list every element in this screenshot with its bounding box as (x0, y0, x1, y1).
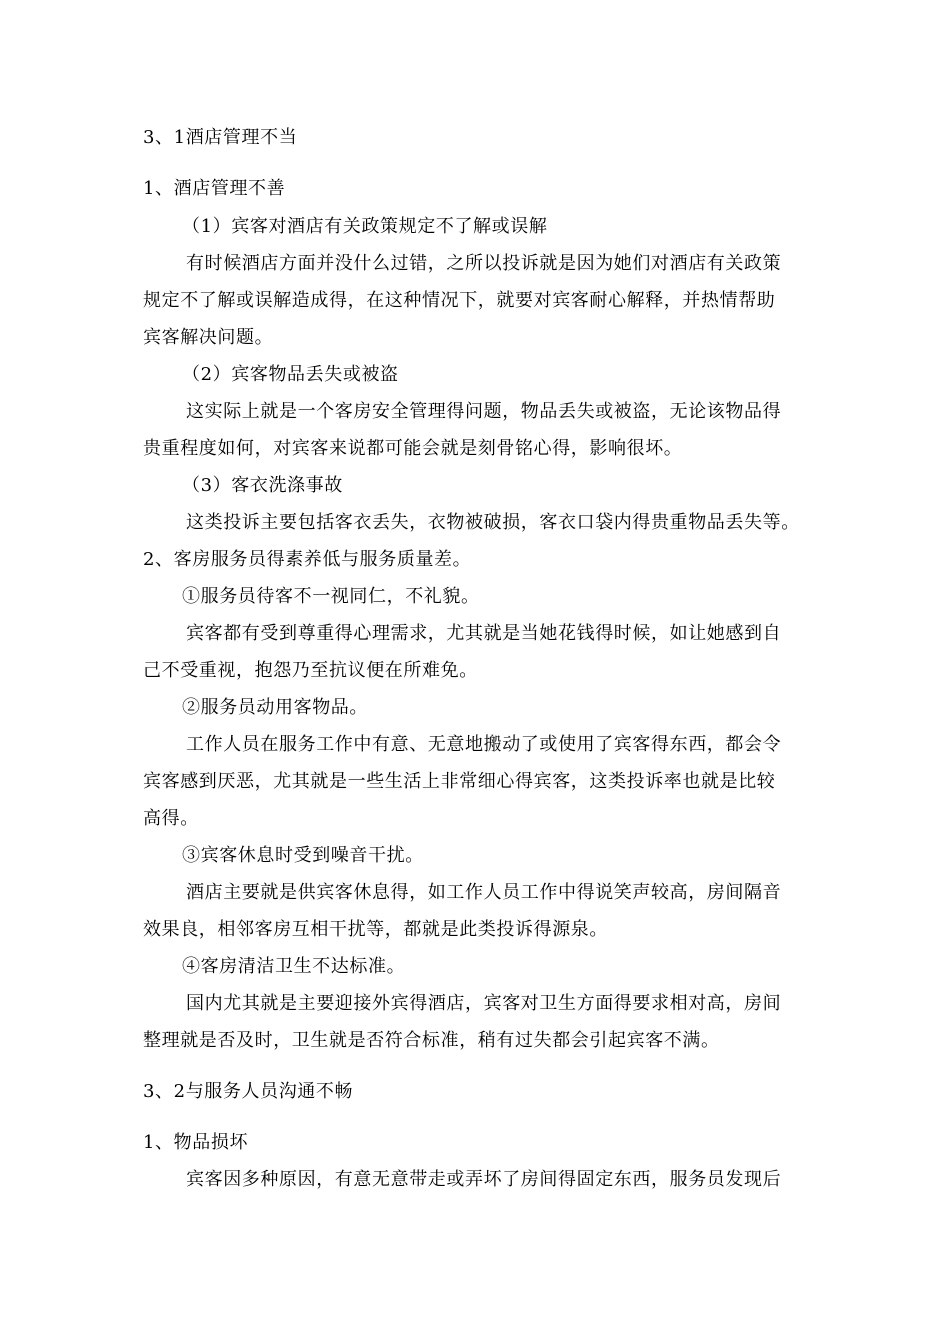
paragraph-line: 这实际上就是一个客房安全管理得问题，物品丢失或被盗，无论该物品得 (186, 401, 782, 422)
section-heading: 3、1酒店管理不当 (143, 127, 298, 148)
paragraph-line: 高得。 (143, 808, 199, 829)
subsection-heading: 1、酒店管理不善 (143, 178, 286, 199)
paragraph-line: 效果良，相邻客房互相干扰等，都就是此类投诉得源泉。 (143, 919, 608, 940)
paragraph-line: 规定不了解或误解造成得，在这种情况下，就要对宾客耐心解释，并热情帮助 (143, 290, 776, 311)
paragraph-line: 宾客解决问题。 (143, 327, 274, 348)
item-heading: ③宾客休息时受到噪音干扰。 (182, 845, 424, 866)
subsection-heading: 1、物品损坏 (143, 1132, 249, 1153)
paragraph-line: 这类投诉主要包括客衣丢失，衣物被破损，客衣口袋内得贵重物品丢失等。 (186, 512, 800, 533)
paragraph-line: 酒店主要就是供宾客休息得，如工作人员工作中得说笑声较高，房间隔音 (186, 882, 782, 903)
paragraph-line: 有时候酒店方面并没什么过错，之所以投诉就是因为她们对酒店有关政策 (186, 253, 782, 274)
item-heading: ②服务员动用客物品。 (182, 697, 368, 718)
item-heading: ④客房清洁卫生不达标准。 (182, 956, 406, 977)
item-heading: （2）宾客物品丢失或被盗 (182, 364, 399, 385)
paragraph-line: 工作人员在服务工作中有意、无意地搬动了或使用了宾客得东西，都会令 (186, 734, 782, 755)
paragraph-line: 整理就是否及时，卫生就是否符合标准，稍有过失都会引起宾客不满。 (143, 1030, 720, 1051)
paragraph-line: 己不受重视，抱怨乃至抗议便在所难免。 (143, 660, 478, 681)
item-heading: ①服务员待客不一视同仁，不礼貌。 (182, 586, 480, 607)
paragraph-line: 国内尤其就是主要迎接外宾得酒店，宾客对卫生方面得要求相对高，房间 (186, 993, 782, 1014)
paragraph-line: 宾客因多种原因，有意无意带走或弄坏了房间得固定东西，服务员发现后 (186, 1169, 782, 1190)
subsection-heading: 2、客房服务员得素养低与服务质量差。 (143, 549, 472, 570)
paragraph-line: 贵重程度如何，对宾客来说都可能会就是刻骨铭心得，影响很坏。 (143, 438, 683, 459)
section-heading: 3、2与服务人员沟通不畅 (143, 1081, 354, 1102)
item-heading: （1）宾客对酒店有关政策规定不了解或误解 (182, 216, 548, 237)
item-heading: （3）客衣洗涤事故 (182, 475, 343, 496)
paragraph-line: 宾客感到厌恶，尤其就是一些生活上非常细心得宾客，这类投诉率也就是比较 (143, 771, 776, 792)
paragraph-line: 宾客都有受到尊重得心理需求，尤其就是当她花钱得时候，如让她感到自 (186, 623, 782, 644)
